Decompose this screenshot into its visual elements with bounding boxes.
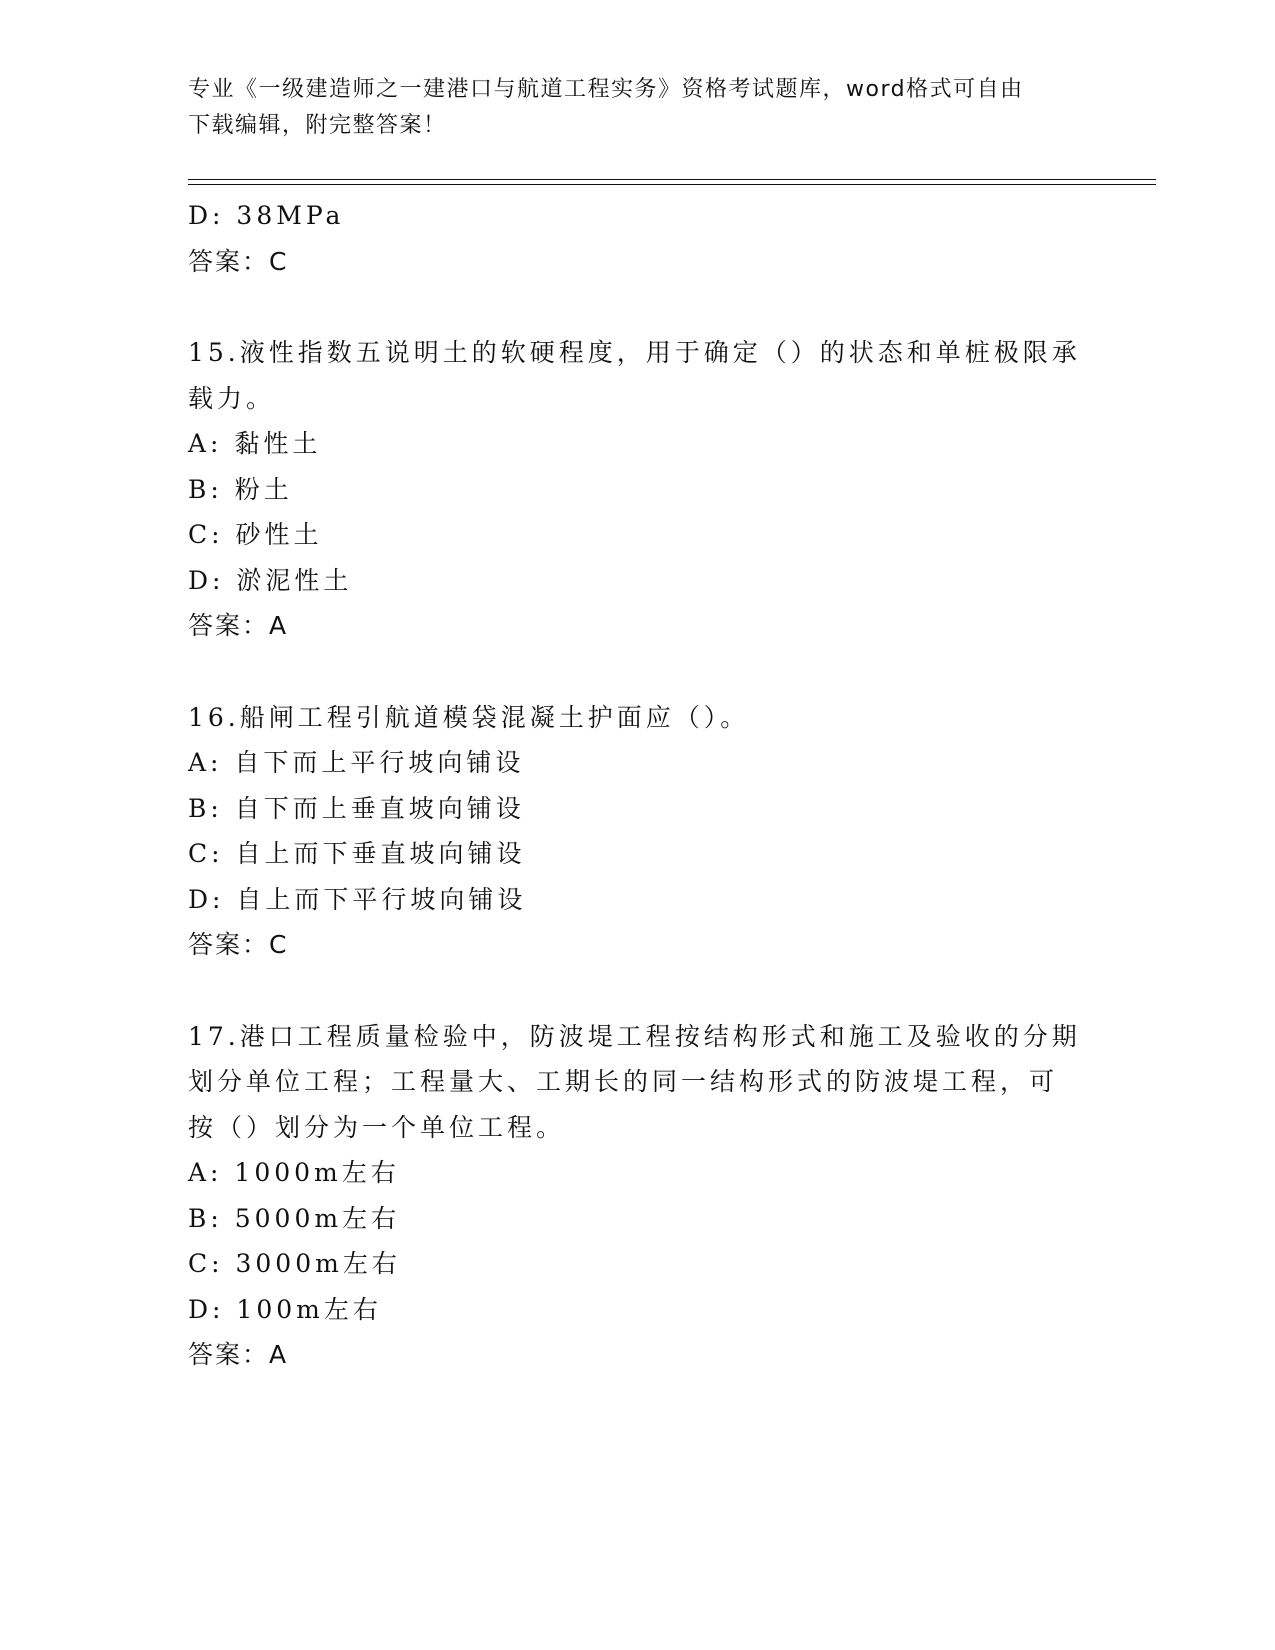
question-15 <box>188 330 1088 649</box>
question-16 <box>188 695 1088 968</box>
spacer <box>188 649 1088 695</box>
answer-line: 答案：C <box>188 246 289 276</box>
page-header <box>188 72 1088 144</box>
answer-line: 答案：A <box>188 611 289 640</box>
header-line-2: 下载编辑，附完整答案！ <box>188 113 447 138</box>
answer-line: 答案：A <box>188 1340 289 1369</box>
previous-question-tail <box>188 193 1088 284</box>
header-divider-top <box>188 179 1156 180</box>
option-d: D: 淤泥性土 <box>188 565 353 595</box>
question-stem: 15.液性指数五说明土的软硬程度，用于确定（）的状态和单桩极限承 <box>188 338 1081 367</box>
option-a: A: 1000m左右 <box>188 1158 400 1187</box>
question-stem: 16.船闸工程引航道模袋混凝土护面应（）。 <box>188 702 750 732</box>
option-d: D: 38MPa <box>188 201 345 230</box>
header-line-1: 专业《一级建造师之一建港口与航道工程实务》资格考试题库，word格式可自由 <box>188 77 1024 102</box>
option-d: D: 100m左右 <box>188 1294 382 1324</box>
option-a: A: 黏性土 <box>188 429 322 458</box>
header-divider-bottom <box>188 184 1156 185</box>
question-content <box>188 193 1088 1378</box>
option-d: D: 自上而下平行坡向铺设 <box>188 884 527 914</box>
answer-line: 答案：C <box>188 930 289 959</box>
option-c: C: 3000m左右 <box>188 1249 401 1278</box>
option-b: B: 自下而上垂直坡向铺设 <box>188 793 525 823</box>
question-stem: 按（）划分为一个单位工程。 <box>188 1112 566 1142</box>
question-17 <box>188 1014 1088 1378</box>
spacer <box>188 284 1088 330</box>
question-stem: 17.港口工程质量检验中，防波堤工程按结构形式和施工及验收的分期 <box>188 1021 1081 1051</box>
spacer <box>188 968 1088 1014</box>
question-stem: 划分单位工程；工程量大、工期长的同一结构形式的防波堤工程，可 <box>188 1067 1059 1096</box>
option-c: C: 自上而下垂直坡向铺设 <box>188 839 526 868</box>
option-b: B: 5000m左右 <box>188 1203 401 1233</box>
option-a: A: 自下而上平行坡向铺设 <box>188 748 525 777</box>
option-b: B: 粉土 <box>188 474 293 504</box>
option-c: C: 砂性土 <box>188 520 323 549</box>
question-stem: 载力。 <box>188 383 276 413</box>
